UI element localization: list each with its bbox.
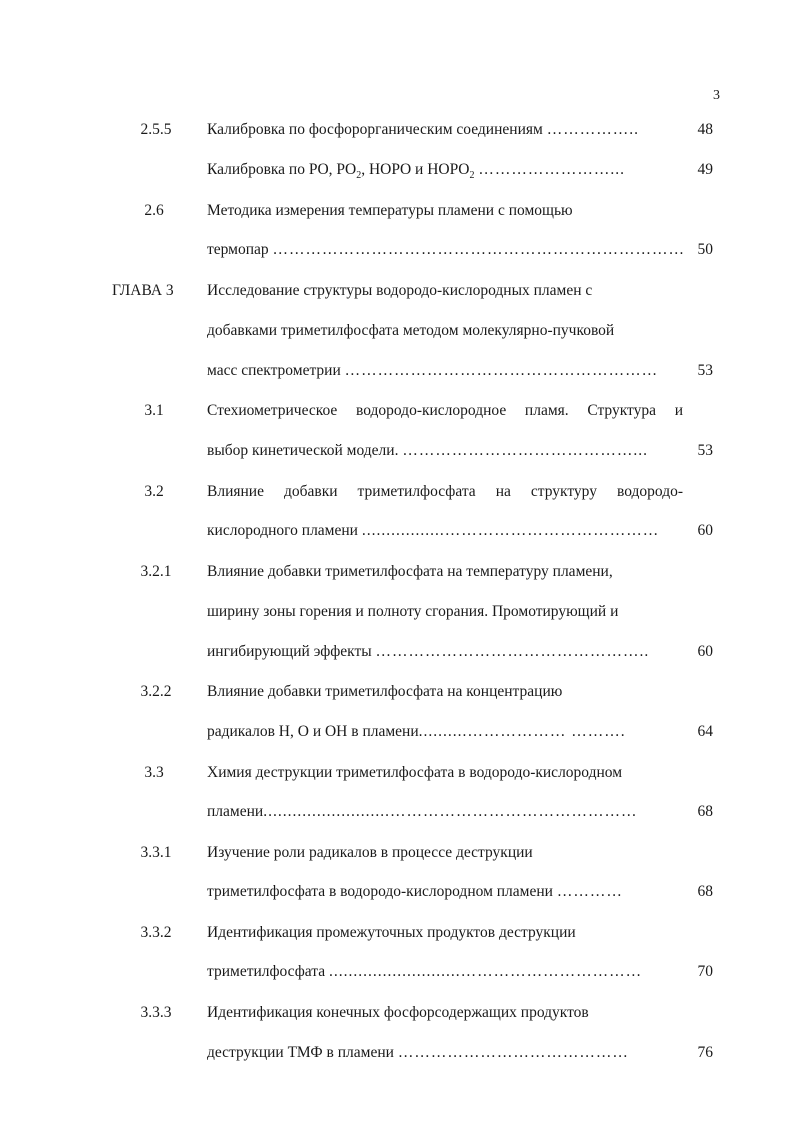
toc-entry	[0, 117, 793, 143]
toc-entry-page: 70	[697, 963, 713, 980]
toc-entry-title: Идентификация промежуточных продуктов деструкции	[207, 924, 576, 941]
toc-entry-title: пламени..........................………………………………………	[207, 803, 638, 820]
toc-entry	[0, 559, 793, 585]
toc-entry-number: 3.3.2	[140, 924, 172, 941]
toc-entry-title: Влияние добавки триметилфосфата на концентрацию	[207, 683, 563, 700]
toc-entry	[0, 760, 793, 786]
toc-entry-number: 3.3	[144, 764, 164, 781]
toc-entry-number: 3.2.2	[140, 683, 172, 700]
toc-entry-continuation	[0, 879, 793, 905]
toc-entry-page: 53	[697, 442, 713, 459]
toc-entry-continuation	[0, 318, 793, 344]
toc-entry-number: 3.1	[144, 402, 164, 419]
toc-entry-title: Идентификация конечных фосфорсодержащих продуктов	[207, 1004, 589, 1021]
toc-entry-title: Изучение роли радикалов в процессе деструкции	[207, 844, 533, 861]
toc-entry-title: Влияние добавки триметилфосфата на структуру водородо-	[207, 483, 683, 500]
toc-entry-title: триметилфосфата ...........................……………………………	[207, 963, 643, 980]
toc-entry-title: деструкции ТМФ в пламени ……………………………………	[207, 1044, 629, 1061]
toc-entry-continuation	[0, 959, 793, 985]
toc-entry	[0, 1000, 793, 1026]
toc-entry-title: Стехиометрическое водородо-кислородное пламя. Структура и	[207, 402, 683, 419]
toc-entry-number: 3.2.1	[140, 563, 172, 580]
toc-entry	[0, 198, 793, 224]
toc-entry	[0, 479, 793, 505]
toc-entry-continuation	[0, 358, 793, 384]
toc-entry-title: триметилфосфата в водородо-кислородном пламени …………	[207, 883, 623, 900]
toc-entry-continuation	[0, 719, 793, 745]
toc-entry-title: добавками триметилфосфата методом молекулярно-пучковой	[207, 322, 615, 339]
toc-entry-title: ингибирующий эффекты …………………………………………..	[207, 643, 650, 660]
toc-entry-continuation	[0, 518, 793, 544]
page-number: 3	[713, 88, 720, 103]
toc-entry-title: Исследование структуры водородо-кислородных пламен с	[207, 282, 593, 299]
toc-entry-title: ширину зоны горения и полноту сгорания. Промотирующий и	[207, 603, 619, 620]
toc-entry	[0, 157, 793, 183]
toc-entry-continuation	[0, 1040, 793, 1066]
toc-entry	[0, 840, 793, 866]
toc-entry-title: Калибровка по фосфорорганическим соединениям ……………..	[207, 121, 639, 138]
toc-entry-number: 3.3.3	[140, 1004, 172, 1021]
toc-entry-title: Влияние добавки триметилфосфата на температуру пламени,	[207, 563, 613, 580]
toc-entry-title: радикалов H, O и OH в пламени..........……………… ……….	[207, 723, 626, 740]
toc-entry-title: Калибровка по PO, $PO_2$, HOPO и $HOPO_2$ ……………………...	[207, 161, 625, 182]
toc-entry-page: 68	[697, 803, 713, 820]
toc-entry-page: 49	[697, 161, 713, 178]
toc-entry	[0, 679, 793, 705]
toc-entry-page: 68	[697, 883, 713, 900]
toc-entry-title: масс спектрометрии …………………………………………………	[207, 362, 659, 379]
toc-entry-page: 53	[697, 362, 713, 379]
toc-entry-continuation	[0, 237, 793, 263]
toc-entry-page: 60	[697, 522, 713, 539]
toc-entry-continuation	[0, 639, 793, 665]
toc-entry-number: 3.3.1	[140, 844, 172, 861]
toc-entry-continuation	[0, 799, 793, 825]
toc-entry-title: Методика измерения температуры пламени с помощью	[207, 202, 573, 219]
toc-entry-continuation	[0, 599, 793, 625]
toc-entry-page: 64	[697, 723, 713, 740]
toc-entry-title: термопар …………………………………………………………………	[207, 241, 686, 258]
toc-entry-page: 50	[697, 241, 713, 258]
toc-entry-title: выбор кинетической модели. ……………………………………...	[207, 442, 648, 459]
toc-entry-continuation	[0, 438, 793, 464]
toc-entry-page: 48	[697, 121, 713, 138]
toc-entry	[0, 398, 793, 424]
toc-entry-page: 76	[697, 1044, 713, 1061]
toc-entry-number: 2.6	[144, 202, 164, 219]
toc-entry	[0, 920, 793, 946]
toc-entry-number: ГЛАВА 3	[112, 282, 174, 299]
toc-entry-page: 60	[697, 643, 713, 660]
toc-entry-number: 2.5.5	[140, 121, 172, 138]
toc-entry-title: Химия деструкции триметилфосфата в водородо-кислородном	[207, 764, 623, 781]
toc-chapter	[0, 278, 793, 304]
toc-entry-number: 3.2	[144, 483, 164, 500]
toc-entry-title: кислородного пламени .................…………………………………	[207, 522, 660, 539]
